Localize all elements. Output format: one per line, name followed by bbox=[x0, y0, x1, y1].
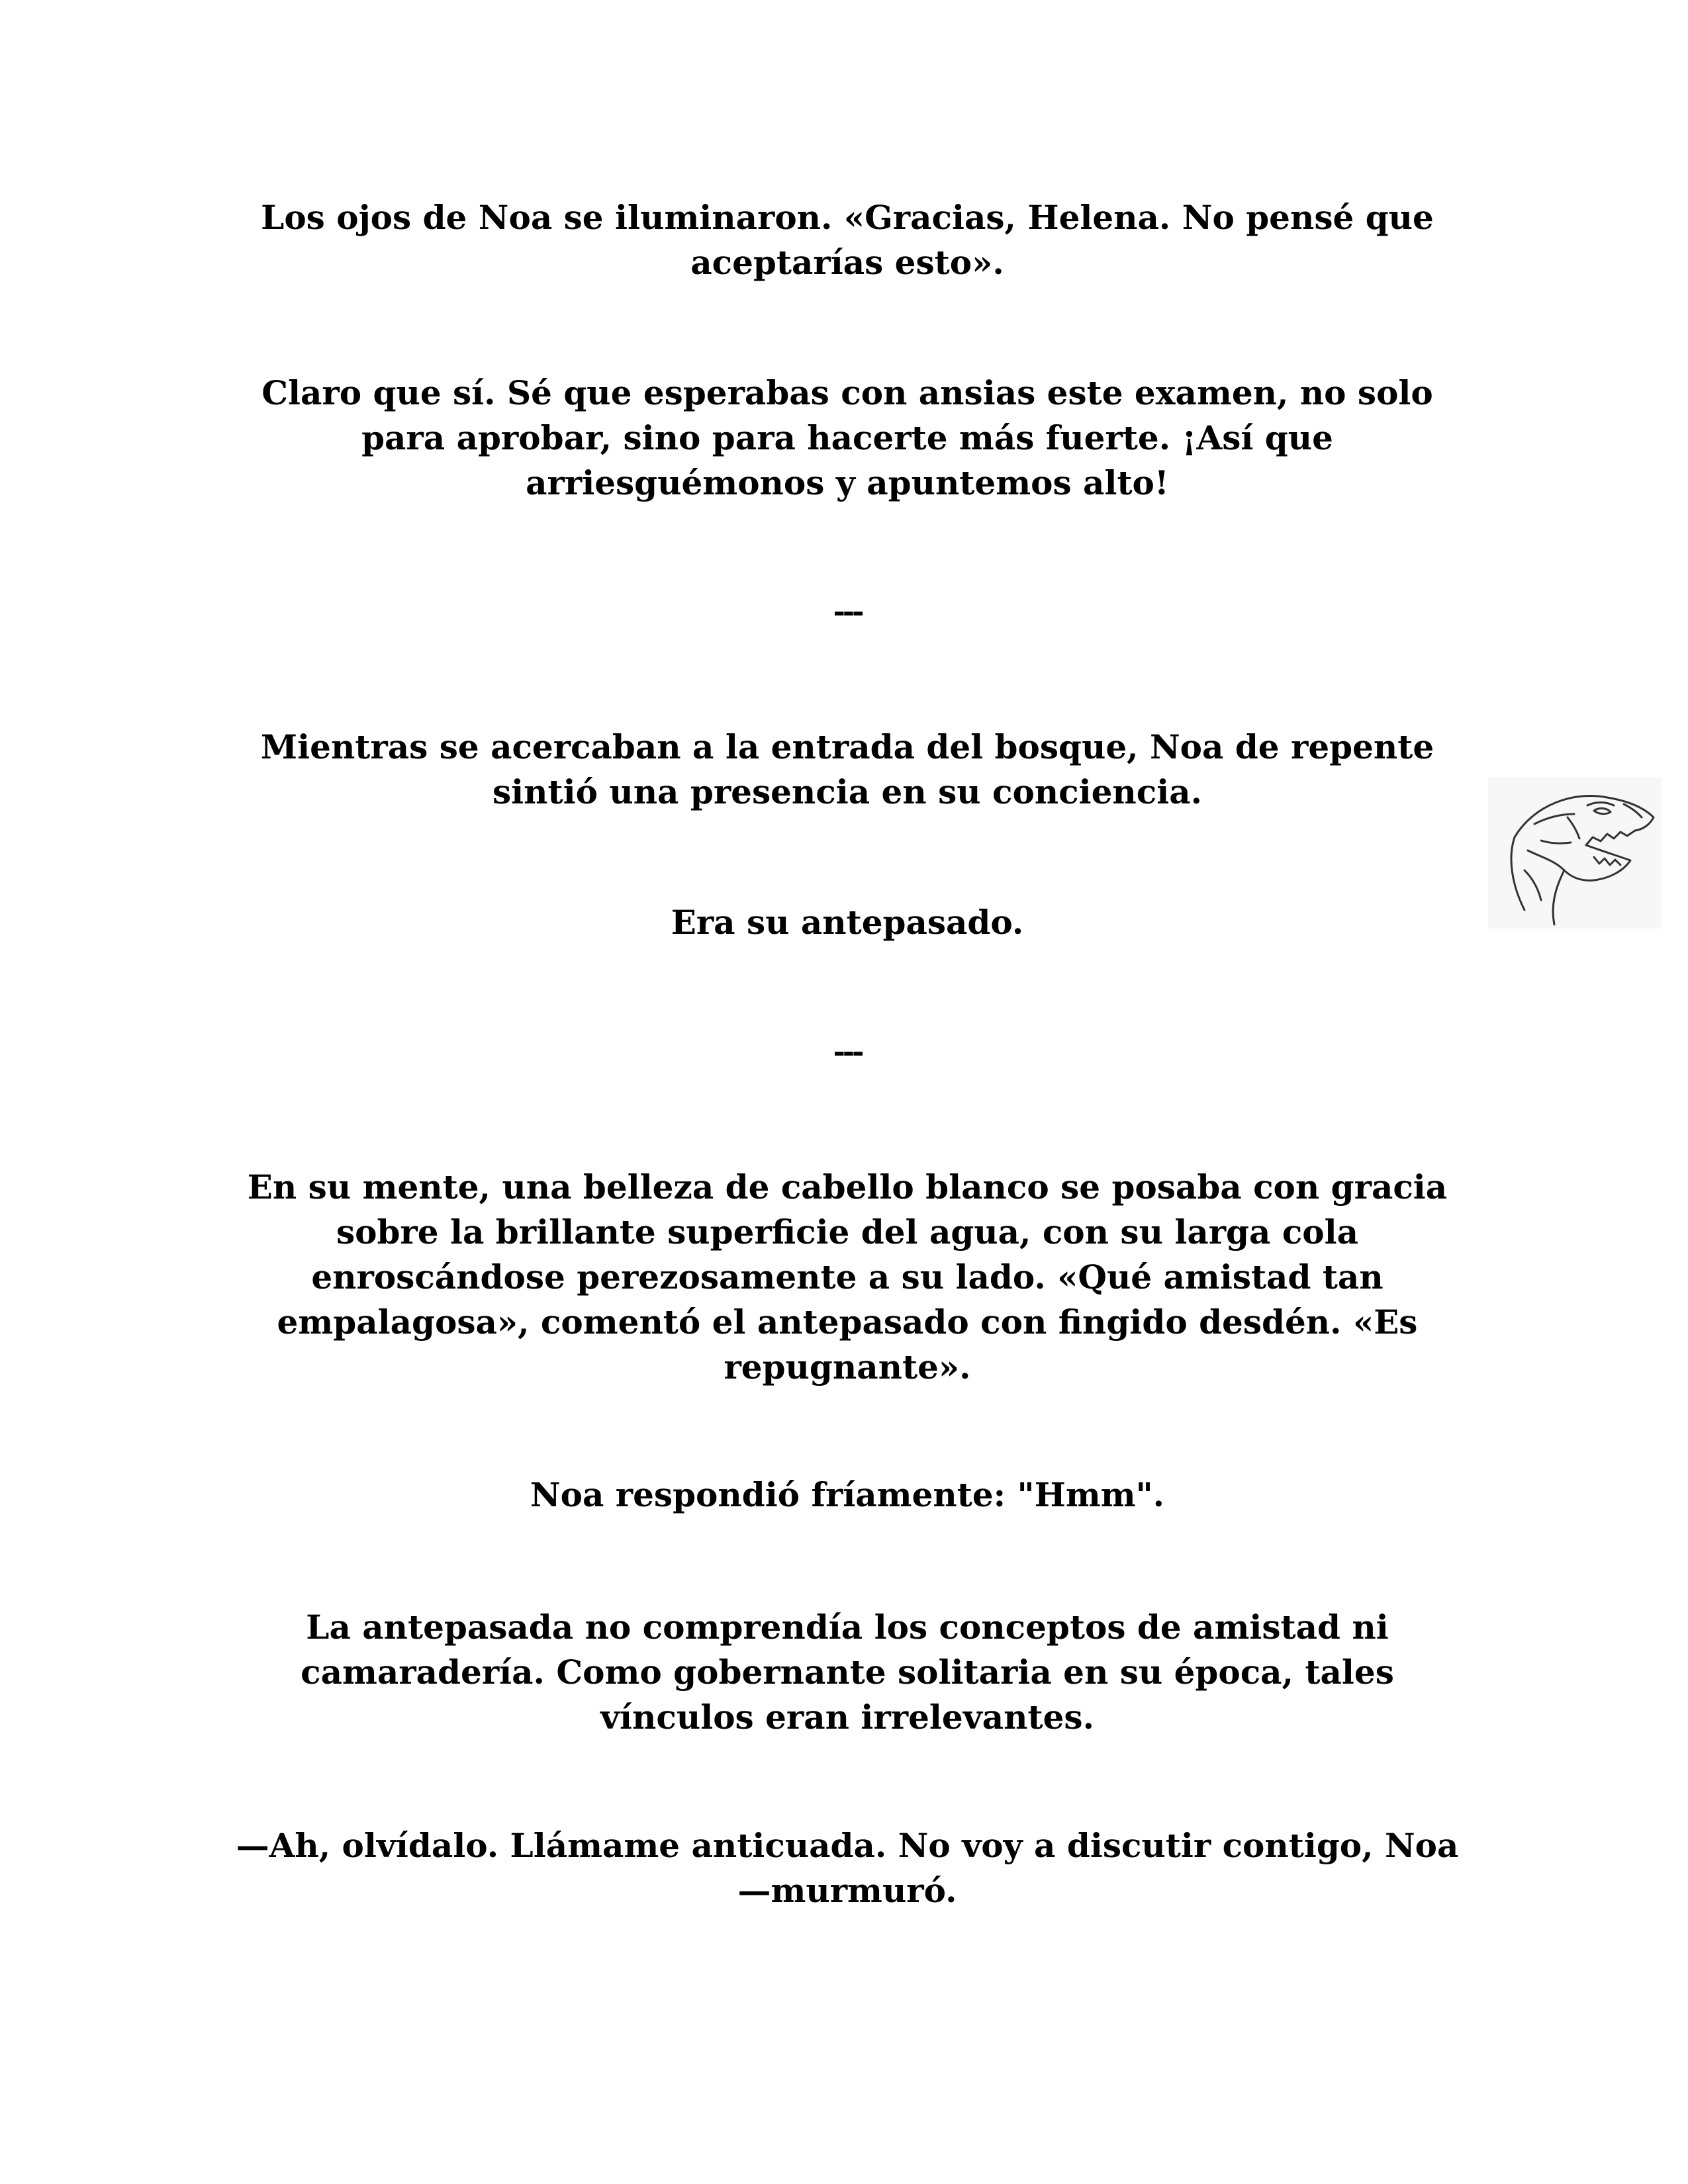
paragraph-6: Noa respondió fríamente: "Hmm". bbox=[530, 1475, 1165, 1514]
dinosaur-head-sketch-icon bbox=[1488, 778, 1662, 929]
paragraph-7: La antepasada no comprendía los conceptos de amistad ni camaradería. Como gobernante solitaria en su época, tales vínculos eran irrelevantes. bbox=[301, 1608, 1394, 1737]
paragraph-3: Mientras se acercaban a la entrada del bosque, Noa de repente sintió una presencia en su conciencia. bbox=[260, 727, 1434, 811]
paragraph-2: Claro que sí. Sé que esperabas con ansias este examen, no solo para aprobar, sino para hacerte más fuerte. ¡Así que arriesguémonos y apuntemos alto! bbox=[261, 373, 1433, 502]
paragraph-4: Era su antepasado. bbox=[671, 903, 1024, 942]
paragraph-1: Los ojos de Noa se iluminaron. «Gracias, Helena. No pensé que aceptarías esto». bbox=[261, 198, 1434, 282]
section-separator-2: --- bbox=[833, 1035, 862, 1069]
section-separator-1: --- bbox=[833, 595, 862, 629]
paragraph-8: —Ah, olvídalo. Llámame anticuada. No voy a discutir contigo, Noa —murmuró. bbox=[236, 1826, 1459, 1910]
paragraph-5: En su mente, una belleza de cabello blanco se posaba con gracia sobre la brillante superficie del agua, con su larga cola enroscándose perezosamente a su lado. «Qué amistad tan empalagosa», comentó el antepasado con fingido desdén. «Es repugnante». bbox=[247, 1167, 1448, 1387]
